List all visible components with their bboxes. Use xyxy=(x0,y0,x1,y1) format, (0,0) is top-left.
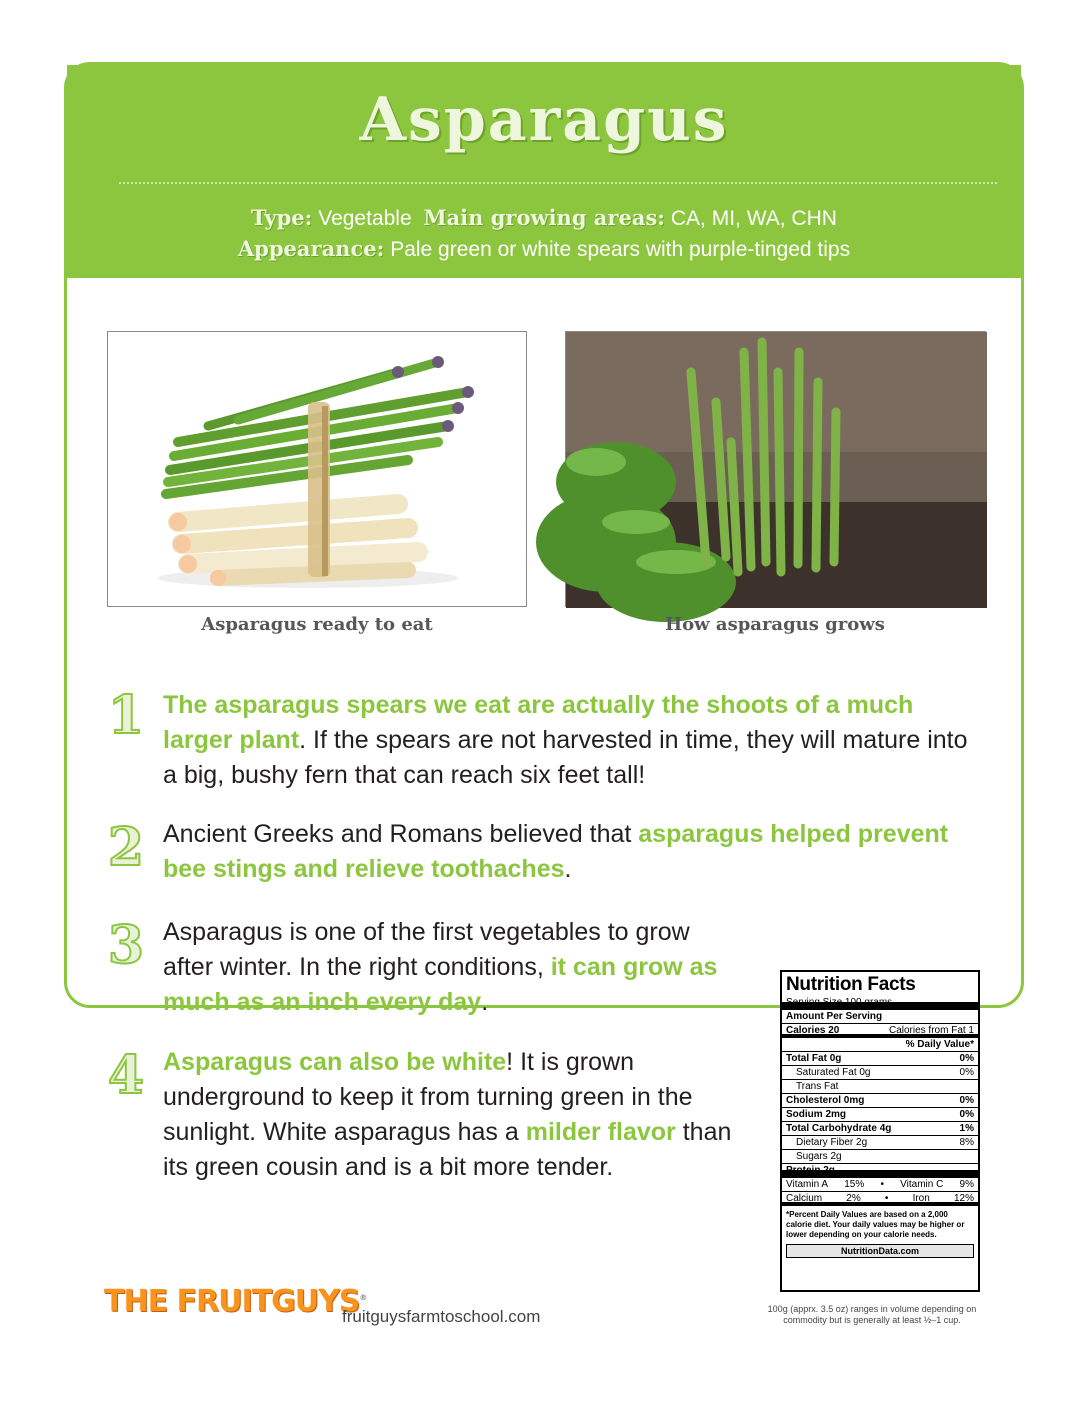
nutrient-label: Total Fat 0g xyxy=(786,1053,842,1064)
nutrient-row xyxy=(782,1108,978,1122)
nutrient-value: 0% xyxy=(959,1095,974,1106)
fact-3-text: . xyxy=(481,988,489,1016)
registered-mark: ® xyxy=(359,1293,367,1302)
daily-value-footnote: *Percent Daily Values are based on a 2,000 calorie diet. Your daily values may be higher or lower depending on your calorie needs. xyxy=(786,1210,965,1239)
nutrient-label: Saturated Fat 0g xyxy=(796,1067,871,1078)
calcium-value: 2% xyxy=(846,1193,861,1204)
mineral-row xyxy=(782,1192,978,1206)
serving-size xyxy=(782,996,978,1010)
caption-how-it-grows: How asparagus grows xyxy=(665,614,885,635)
nutrient-label: Cholesterol 0mg xyxy=(786,1095,865,1106)
website-url: fruitguysfarmtoschool.com xyxy=(342,1307,541,1326)
nutrition-facts-label xyxy=(780,970,980,1292)
nutrient-value: 1% xyxy=(959,1123,974,1134)
fact-4-text: ! It is grown underground to keep it from turning green in the sunlight. White asparagus has a xyxy=(163,1048,693,1146)
fact-2-highlight: asparagus helped prevent bee stings and relieve toothaches xyxy=(163,820,949,883)
fact-number-2: 2 xyxy=(107,817,145,878)
nutrient-row xyxy=(782,1122,978,1136)
fact-3-lead: Asparagus is one of the first vegetables to grow after winter. In the right conditions, xyxy=(163,918,690,981)
fact-3 xyxy=(163,915,723,1020)
bullet-separator: • xyxy=(880,1179,884,1190)
appearance-line xyxy=(67,236,1021,262)
nutrient-label: Trans Fat xyxy=(796,1081,839,1092)
vitamin-c-label: Vitamin C xyxy=(900,1179,944,1190)
asparagus-field-illustration xyxy=(566,332,987,608)
fact-3-highlight: it can grow as much as an inch every day xyxy=(163,953,718,1016)
nutrition-source: NutritionData.com xyxy=(786,1244,974,1258)
volume-footnote: 100g (apprx. 3.5 oz) ranges in volume depending on commodity but is generally at least ½–1 cup. xyxy=(767,1304,977,1325)
nutrient-row xyxy=(782,1164,978,1178)
daily-value-header-text: % Daily Value* xyxy=(905,1039,974,1050)
fact-2-text: . xyxy=(564,855,572,883)
fact-1-highlight: The asparagus spears we eat are actually the shoots of a much larger plant xyxy=(163,691,914,754)
calcium-label: Calcium xyxy=(786,1193,823,1204)
nutrient-label: Total Carbohydrate 4g xyxy=(786,1123,892,1134)
fruitguys-logo xyxy=(104,1284,366,1319)
fact-number-1: 1 xyxy=(107,685,145,746)
fact-1-text: . If the spears are not harvested in time, they will mature into a big, bushy fern that can reach six feet tall! xyxy=(163,726,968,789)
nutrient-label: Sodium 2mg xyxy=(786,1109,847,1120)
daily-value-header xyxy=(782,1038,978,1052)
calories-fat-text: Calories from Fat 1 xyxy=(888,1025,974,1036)
nutrient-row xyxy=(782,1052,978,1066)
amount-per-serving-text: Amount Per Serving xyxy=(786,1011,883,1022)
dotted-divider xyxy=(119,182,997,184)
type-and-areas-line xyxy=(67,205,1021,231)
type-key: Type: xyxy=(251,205,313,230)
amount-per-serving xyxy=(782,1010,978,1024)
fact-number-4: 4 xyxy=(107,1045,145,1106)
nutrient-label: Protein 2g xyxy=(786,1165,835,1176)
fact-4-highlight-2: milder flavor xyxy=(525,1118,676,1146)
areas-value: CA, MI, WA, CHN xyxy=(670,207,837,230)
type-value: Vegetable xyxy=(318,207,412,230)
nutrient-row xyxy=(782,1080,978,1094)
nutrient-row xyxy=(782,1066,978,1080)
vitamin-c-value: 9% xyxy=(959,1179,974,1190)
fact-4 xyxy=(163,1045,753,1185)
header-band xyxy=(67,65,1021,278)
page-title: Asparagus xyxy=(359,85,729,155)
iron-value: 12% xyxy=(953,1193,974,1204)
fact-2 xyxy=(163,817,963,887)
nutrient-label: Dietary Fiber 2g xyxy=(796,1137,868,1148)
nutrition-title: Nutrition Facts xyxy=(786,974,916,995)
appearance-value: Pale green or white spears with purple-tinged tips xyxy=(390,238,851,261)
nutrient-row xyxy=(782,1136,978,1150)
nutrient-row xyxy=(782,1094,978,1108)
fact-2-lead: Ancient Greeks and Romans believed that xyxy=(163,820,639,848)
calories-text: Calories 20 xyxy=(786,1025,840,1036)
fact-4-text-end: than its green cousin and is a bit more tender. xyxy=(163,1118,732,1181)
photo-asparagus-growing xyxy=(565,331,986,607)
iron-label: Iron xyxy=(912,1193,930,1204)
fruitguys-logo-text: THE FRUITGUYS xyxy=(104,1284,360,1319)
nutrient-value: 0% xyxy=(959,1067,974,1078)
asparagus-bundle-illustration xyxy=(108,332,528,608)
areas-key: Main growing areas: xyxy=(423,205,666,230)
caption-ready-to-eat: Asparagus ready to eat xyxy=(201,614,433,635)
fact-1 xyxy=(163,688,983,793)
vitamin-a-value: 15% xyxy=(844,1179,865,1190)
nutrient-row xyxy=(782,1150,978,1164)
vitamin-a-label: Vitamin A xyxy=(786,1179,829,1190)
fact-4-highlight: Asparagus can also be white xyxy=(163,1048,507,1076)
appearance-key: Appearance: xyxy=(237,236,385,261)
photo-asparagus-ready xyxy=(107,331,527,607)
calories-row xyxy=(782,1024,978,1038)
nutrient-value: 0% xyxy=(959,1109,974,1120)
vitamin-row xyxy=(782,1178,978,1192)
fact-number-3: 3 xyxy=(107,915,145,976)
bullet-separator: • xyxy=(884,1193,889,1204)
nutrient-label: Sugars 2g xyxy=(796,1151,842,1162)
nutrient-value: 8% xyxy=(959,1137,974,1148)
serving-size-text: Serving Size 100 grams xyxy=(786,997,893,1008)
nutrient-value: 0% xyxy=(959,1053,974,1064)
